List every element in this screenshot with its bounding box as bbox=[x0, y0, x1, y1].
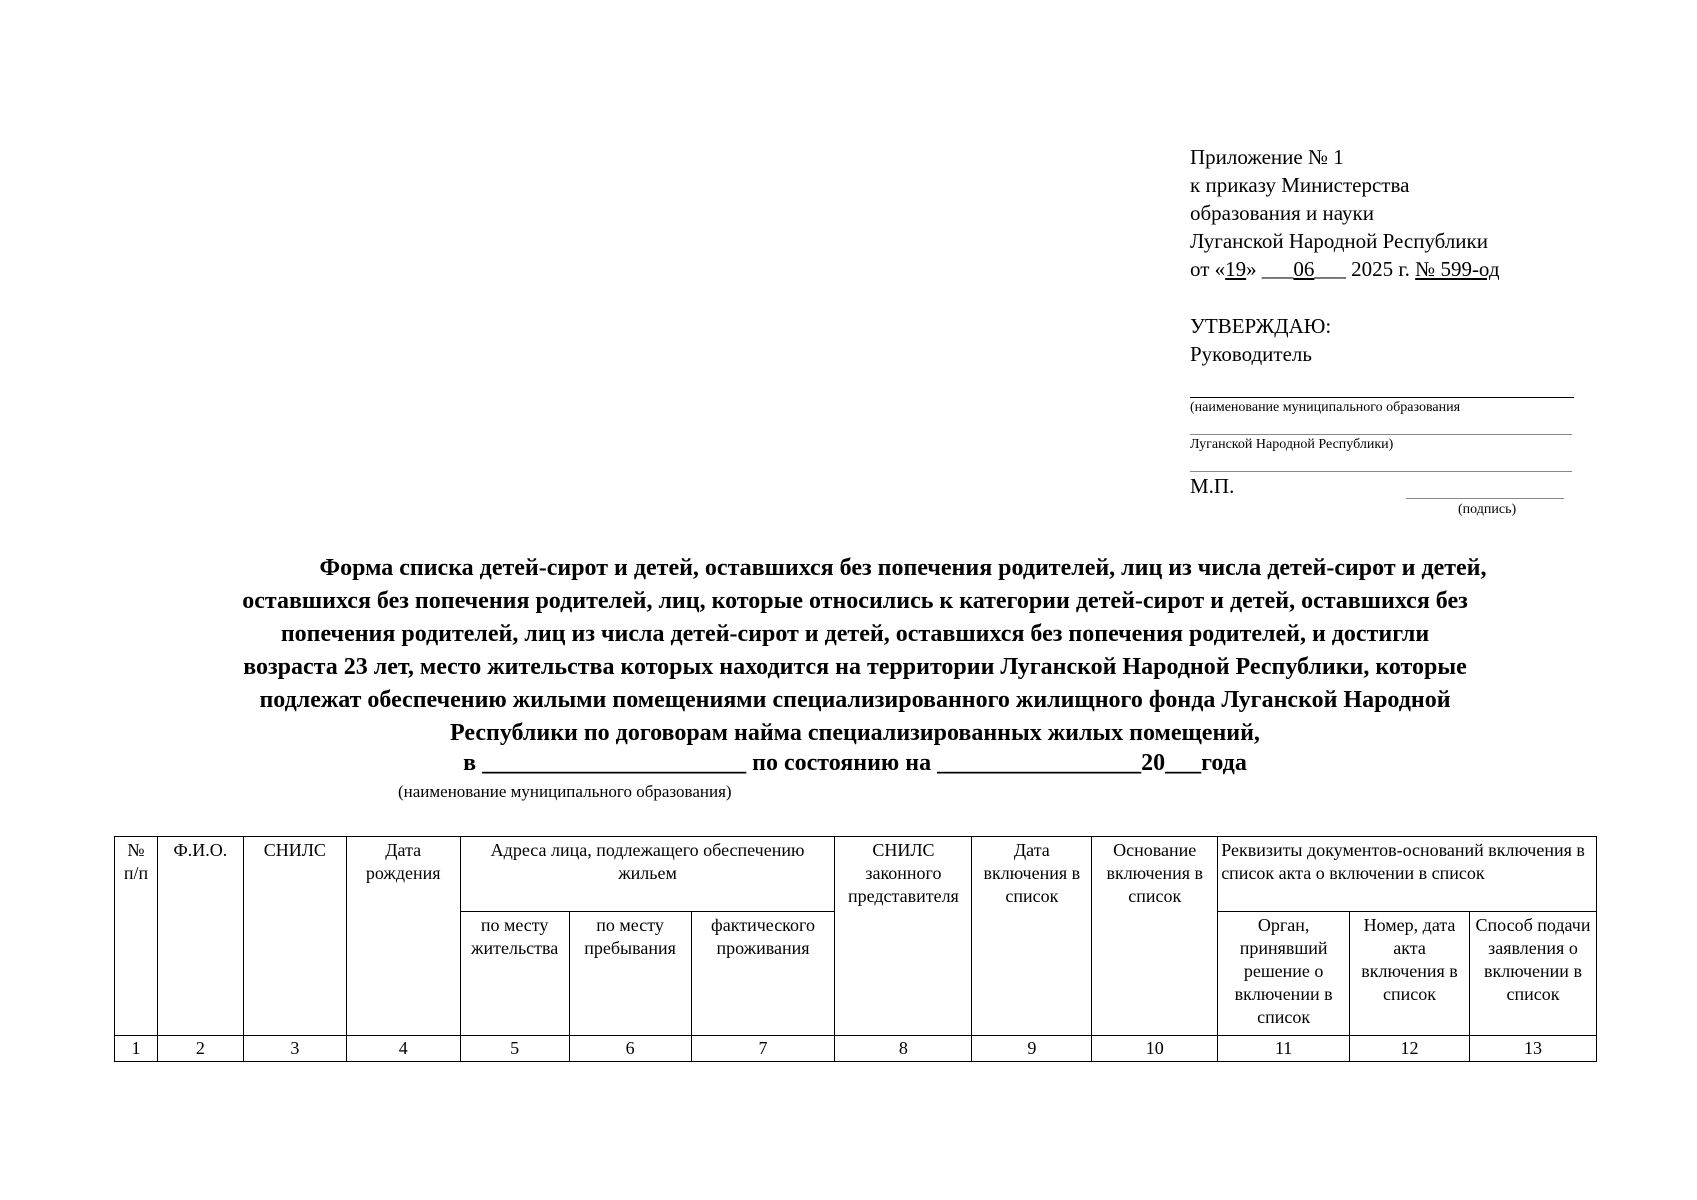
order-number: № 599-од bbox=[1415, 257, 1500, 281]
header-cell: Ф.И.О. bbox=[157, 837, 243, 1036]
column-number-cell: 8 bbox=[835, 1036, 972, 1062]
column-number-cell: 12 bbox=[1350, 1036, 1470, 1062]
table-header-row bbox=[115, 837, 1597, 912]
header-cell: Основание включения в список bbox=[1092, 837, 1218, 1036]
form-table bbox=[114, 836, 1597, 1062]
column-number-cell: 2 bbox=[157, 1036, 243, 1062]
date-mid: » ___ bbox=[1246, 257, 1294, 281]
approval-title: УТВЕРЖДАЮ: bbox=[1190, 314, 1332, 338]
municipality-hint: (наименование муниципального образования bbox=[1190, 400, 1461, 415]
column-number-cell: 3 bbox=[243, 1036, 346, 1062]
title-line: Республики по договорам найма специализированных жилых помещений, bbox=[450, 720, 1260, 746]
column-number-cell: 9 bbox=[972, 1036, 1092, 1062]
appendix-line: к приказу Министерства bbox=[1190, 173, 1410, 197]
title-line: подлежат обеспечению жилыми помещениями специализированного жилищного фонда Луганской Народной bbox=[259, 687, 1451, 713]
appendix-block bbox=[1190, 143, 1500, 283]
header-group-cell: Реквизиты документов-оснований включения в список акта о включении в список bbox=[1218, 837, 1597, 912]
form-subline: в ______________________ по состоянию на _________________20___года bbox=[463, 750, 1247, 776]
signature-hint: (подпись) bbox=[1458, 502, 1517, 517]
column-number-row bbox=[115, 1036, 1597, 1062]
column-number-cell: 5 bbox=[460, 1036, 569, 1062]
header-cell: по месту жительства bbox=[460, 912, 569, 1036]
approval-role: Руководитель bbox=[1190, 342, 1312, 366]
column-number-cell: 1 bbox=[115, 1036, 158, 1062]
header-cell: Дата включения в список bbox=[972, 837, 1092, 1036]
appendix-line: Приложение № 1 bbox=[1190, 145, 1344, 169]
header-cell: по месту пребывания bbox=[569, 912, 691, 1036]
header-group-cell: Адреса лица, подлежащего обеспечению жильем bbox=[460, 837, 835, 912]
header-cell: Способ подачи заявления о включении в список bbox=[1469, 912, 1596, 1036]
header-cell: Номер, дата акта включения в список bbox=[1350, 912, 1470, 1036]
hint-line bbox=[1190, 434, 1572, 435]
appendix-line: образования и науки bbox=[1190, 201, 1374, 225]
title-line: Форма списка детей-сирот и детей, оставшихся без попечения родителей, лиц из числа детей-сирот и детей, bbox=[319, 555, 1487, 581]
title-line: попечения родителей, лиц из числа детей-сирот и детей, оставшихся без попечения родителей, и достигли bbox=[280, 621, 1430, 647]
header-cell: фактического проживания bbox=[691, 912, 835, 1036]
appendix-line: Луганской Народной Республики bbox=[1190, 229, 1488, 253]
signature-line bbox=[1406, 498, 1564, 499]
date-after: ___ 2025 г. bbox=[1314, 257, 1416, 281]
header-cell: Дата рождения bbox=[346, 837, 460, 1036]
header-cell: СНИЛС законного представителя bbox=[835, 837, 972, 1036]
form-title bbox=[110, 552, 1600, 750]
hint-line bbox=[1190, 471, 1572, 472]
signature-line bbox=[1190, 397, 1574, 398]
header-cell: СНИЛС bbox=[243, 837, 346, 1036]
date-prefix: от « bbox=[1190, 257, 1226, 281]
title-line: возраста 23 лет, место жительства которых находится на территории Луганской Народной Республики, которые bbox=[243, 654, 1467, 680]
municipality-caption: (наименование муниципального образования) bbox=[398, 782, 732, 801]
column-number-cell: 11 bbox=[1218, 1036, 1350, 1062]
title-line: оставшихся без попечения родителей, лиц, которые относились к категории детей-сирот и детей, оставшихся без bbox=[242, 588, 1468, 614]
appendix-date-line bbox=[1190, 255, 1500, 283]
date-month: 06 bbox=[1293, 257, 1315, 281]
column-number-cell: 4 bbox=[346, 1036, 460, 1062]
column-number-cell: 10 bbox=[1092, 1036, 1218, 1062]
column-number-cell: 13 bbox=[1469, 1036, 1596, 1062]
column-number-cell: 6 bbox=[569, 1036, 691, 1062]
stamp-label: М.П. bbox=[1190, 474, 1235, 498]
header-cell: Орган, принявший решение о включении в список bbox=[1218, 912, 1350, 1036]
column-number-cell: 7 bbox=[691, 1036, 835, 1062]
header-cell: № п/п bbox=[115, 837, 158, 1036]
approval-block bbox=[1190, 312, 1331, 368]
date-day: 19 bbox=[1225, 257, 1247, 281]
republic-hint: Луганской Народной Республики) bbox=[1190, 437, 1394, 452]
